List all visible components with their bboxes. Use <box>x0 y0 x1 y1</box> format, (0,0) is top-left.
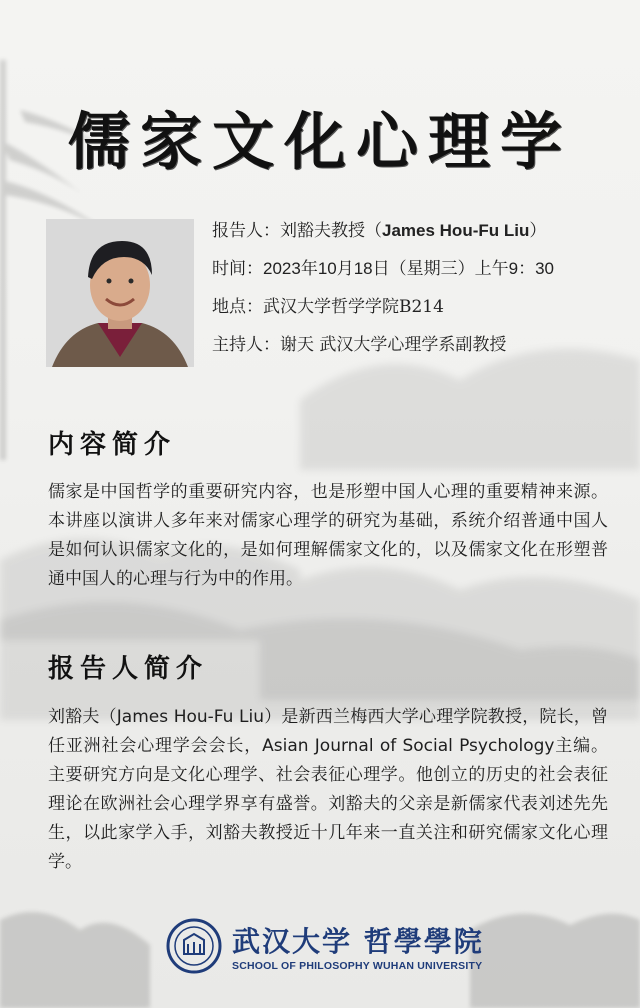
bio-heading: 报告人简介 <box>48 654 209 684</box>
bio-text: 刘豁夫（James Hou-Fu Liu）是新西兰梅西大学心理学院教授，院长，曾任亚洲社会心理学会会长，Asian Journal of Social Psychology主编。主要研究方向是文化心理学、社会表征心理学。他创立的历史的社会表征理论在欧洲社会心理学界享有盛誉。刘豁夫的父亲是新儒家代表刘述先先生，以此家学入手，刘豁夫教授近十几年来一直关注和研究儒家文化心理学。 <box>48 707 608 872</box>
host-value: 谢天 武汉大学心理学系副教授 <box>280 335 507 355</box>
school-name-cn: 武汉大学 哲學學院 <box>232 925 484 958</box>
speaker-line <box>212 218 632 256</box>
school-seal <box>166 918 222 978</box>
speaker-name-close: ） <box>529 221 547 241</box>
content-text: 儒家是中国哲学的重要研究内容，也是形塑中国人心理的重要精神来源。本讲座以演讲人多年来对儒家心理学的研究为基础，系统介绍普通中国人是如何认识儒家文化的，是如何理解儒家文化的，以及儒家文化在形塑普通中国人的心理与行为中的作用。 <box>48 482 608 589</box>
host-label: 主持人： <box>212 335 280 355</box>
speaker-photo <box>46 219 194 367</box>
time-line <box>212 256 632 294</box>
university-seal-icon <box>166 918 222 974</box>
place-value: 武汉大学哲学学院B214 <box>263 297 444 317</box>
place-line <box>212 294 632 332</box>
content-heading: 内容简介 <box>48 430 177 460</box>
speaker-name-en: James Hou-Fu Liu <box>382 221 530 240</box>
host-line <box>212 332 632 370</box>
speaker-label: 报告人： <box>212 221 280 241</box>
place-label: 地点： <box>212 297 263 317</box>
speaker-name-cn: 刘豁夫教授（ <box>280 221 382 241</box>
time-value: 2023年10月18日（星期三）上午9：30 <box>263 259 554 278</box>
school-name-en: SCHOOL OF PHILOSOPHY WUHAN UNIVERSITY <box>232 960 483 972</box>
speaker-info <box>212 218 632 370</box>
time-label: 时间： <box>212 259 263 279</box>
poster-title: 儒家文化心理学 <box>67 105 572 178</box>
speaker-portrait-icon <box>46 219 194 367</box>
